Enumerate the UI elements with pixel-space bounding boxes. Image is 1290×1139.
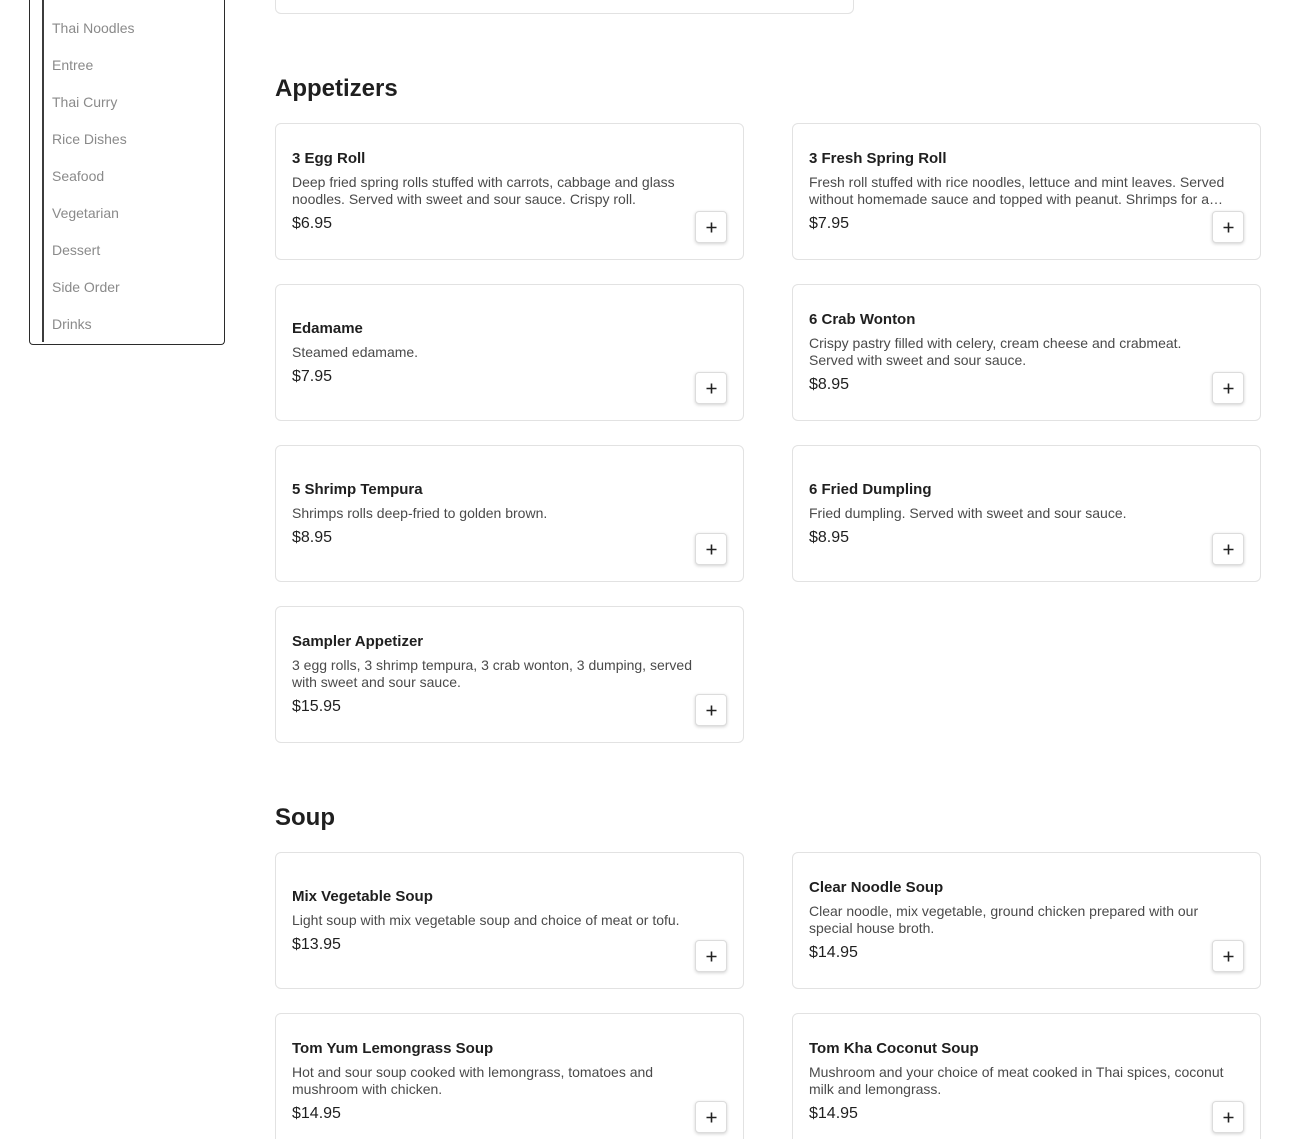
menu-item-name: 3 Egg Roll (292, 150, 366, 167)
menu-item-name: Tom Yum Lemongrass Soup (292, 1040, 494, 1057)
menu-item-card[interactable] (275, 123, 744, 260)
add-to-cart-button[interactable] (1212, 372, 1244, 404)
menu-item-description: Steamed edamame. (292, 343, 419, 360)
menu-item-description: Shrimps rolls deep-fried to golden brown. (292, 504, 548, 521)
add-to-cart-button[interactable] (695, 372, 727, 404)
plus-icon (1223, 544, 1234, 555)
add-to-cart-button[interactable] (1212, 533, 1244, 565)
menu-item-price: $14.95 (809, 1105, 858, 1122)
menu-item-description: Clear noodle, mix vegetable, ground chicken prepared with our special house broth. (809, 903, 1199, 936)
menu-item-price: $8.95 (292, 528, 333, 546)
category-sidebar (29, 0, 225, 345)
menu-item-card[interactable] (792, 123, 1261, 260)
menu-item-price: $7.95 (292, 367, 333, 385)
plus-icon (706, 1112, 717, 1123)
sidebar-item-drinks[interactable]: Drinks (52, 316, 92, 332)
menu-item-description: Mushroom and your choice of meat cooked in Thai spices, coconut milk and lemongrass. (809, 1064, 1224, 1097)
menu-item-price: $15.95 (292, 698, 341, 715)
menu-item-price: $7.95 (809, 215, 850, 232)
section-title-soup: Soup (275, 804, 335, 831)
menu-item-card[interactable] (792, 852, 1261, 989)
menu-item-card[interactable] (792, 445, 1261, 582)
menu-item-description: Deep fried spring rolls stuffed with carrots, cabbage and glass noodles. Served with sweet and sour sauce. Crispy roll. (292, 174, 675, 207)
menu-item-name: Edamame (292, 319, 363, 337)
plus-icon (706, 951, 717, 962)
plus-icon (1223, 951, 1234, 962)
menu-item-name: Mix Vegetable Soup (292, 887, 433, 905)
menu-item-name: 5 Shrimp Tempura (292, 480, 423, 498)
menu-item-description: Crispy pastry filled with celery, cream cheese and crabmeat. Served with sweet and sour sauce. (809, 335, 1182, 368)
sidebar-item-vegetarian[interactable]: Vegetarian (52, 205, 119, 221)
menu-item-card[interactable] (792, 284, 1261, 421)
menu-item-card[interactable] (792, 1013, 1261, 1139)
menu-item-price: $8.95 (809, 376, 850, 393)
menu-item-price: $8.95 (809, 528, 850, 546)
menu-item-name: 6 Crab Wonton (809, 311, 916, 328)
menu-item-price: $13.95 (292, 935, 341, 953)
plus-icon (1223, 1112, 1234, 1123)
sidebar-item-entree[interactable]: Entree (52, 57, 94, 73)
menu-item-card[interactable] (275, 852, 744, 989)
sidebar-active-rail (42, 0, 44, 342)
menu-item-name: Tom Kha Coconut Soup (809, 1040, 979, 1057)
menu-item-name: 6 Fried Dumpling (809, 480, 932, 498)
section-title-appetizers: Appetizers (275, 75, 398, 102)
add-to-cart-button[interactable] (1212, 1101, 1244, 1133)
sidebar-item-seafood[interactable]: Seafood (52, 168, 105, 184)
plus-icon (706, 222, 717, 233)
menu-item-card[interactable] (275, 445, 744, 582)
menu-item-card[interactable] (275, 284, 744, 421)
menu-item-price: $6.95 (292, 215, 333, 232)
menu-item-description: Hot and sour soup cooked with lemongrass, tomatoes and mushroom with chicken. (292, 1064, 654, 1097)
add-to-cart-button[interactable] (695, 940, 727, 972)
menu-item-name: 3 Fresh Spring Roll (809, 150, 947, 167)
add-to-cart-button[interactable] (695, 694, 727, 726)
add-to-cart-button[interactable] (695, 533, 727, 565)
sidebar-item-thai-curry[interactable]: Thai Curry (52, 94, 118, 110)
sidebar-item-thai-noodles[interactable]: Thai Noodles (52, 20, 135, 36)
menu-item-price: $14.95 (809, 944, 858, 961)
add-to-cart-button[interactable] (1212, 940, 1244, 972)
menu-item-name: Clear Noodle Soup (809, 879, 944, 896)
menu-item-name: Sampler Appetizer (292, 633, 424, 650)
menu-item-price: $14.95 (292, 1105, 341, 1122)
menu-item-description: Light soup with mix vegetable soup and choice of meat or tofu. (292, 911, 680, 928)
plus-icon (706, 544, 717, 555)
plus-icon (1223, 222, 1234, 233)
sidebar-item-dessert[interactable]: Dessert (52, 242, 101, 258)
menu-item-card[interactable] (275, 606, 744, 743)
add-to-cart-button[interactable] (695, 211, 727, 243)
plus-icon (706, 705, 717, 716)
plus-icon (1223, 383, 1234, 394)
menu-item-card[interactable] (275, 1013, 744, 1139)
plus-icon (706, 383, 717, 394)
add-to-cart-button[interactable] (695, 1101, 727, 1133)
menu-item-description: Fresh roll stuffed with rice noodles, lettuce and mint leaves. Served without homemade sauce and topped with peanut. Shrimps for an (809, 174, 1225, 207)
sidebar-item-rice-dishes[interactable]: Rice Dishes (52, 131, 127, 147)
add-to-cart-button[interactable] (1212, 211, 1244, 243)
sidebar-item-side-order[interactable]: Side Order (52, 279, 120, 295)
previous-section-card (275, 0, 854, 14)
menu-item-description: Fried dumpling. Served with sweet and sour sauce. (809, 504, 1127, 521)
menu-item-description: 3 egg rolls, 3 shrimp tempura, 3 crab wonton, 3 dumping, served with sweet and sour sauce. (292, 657, 692, 690)
